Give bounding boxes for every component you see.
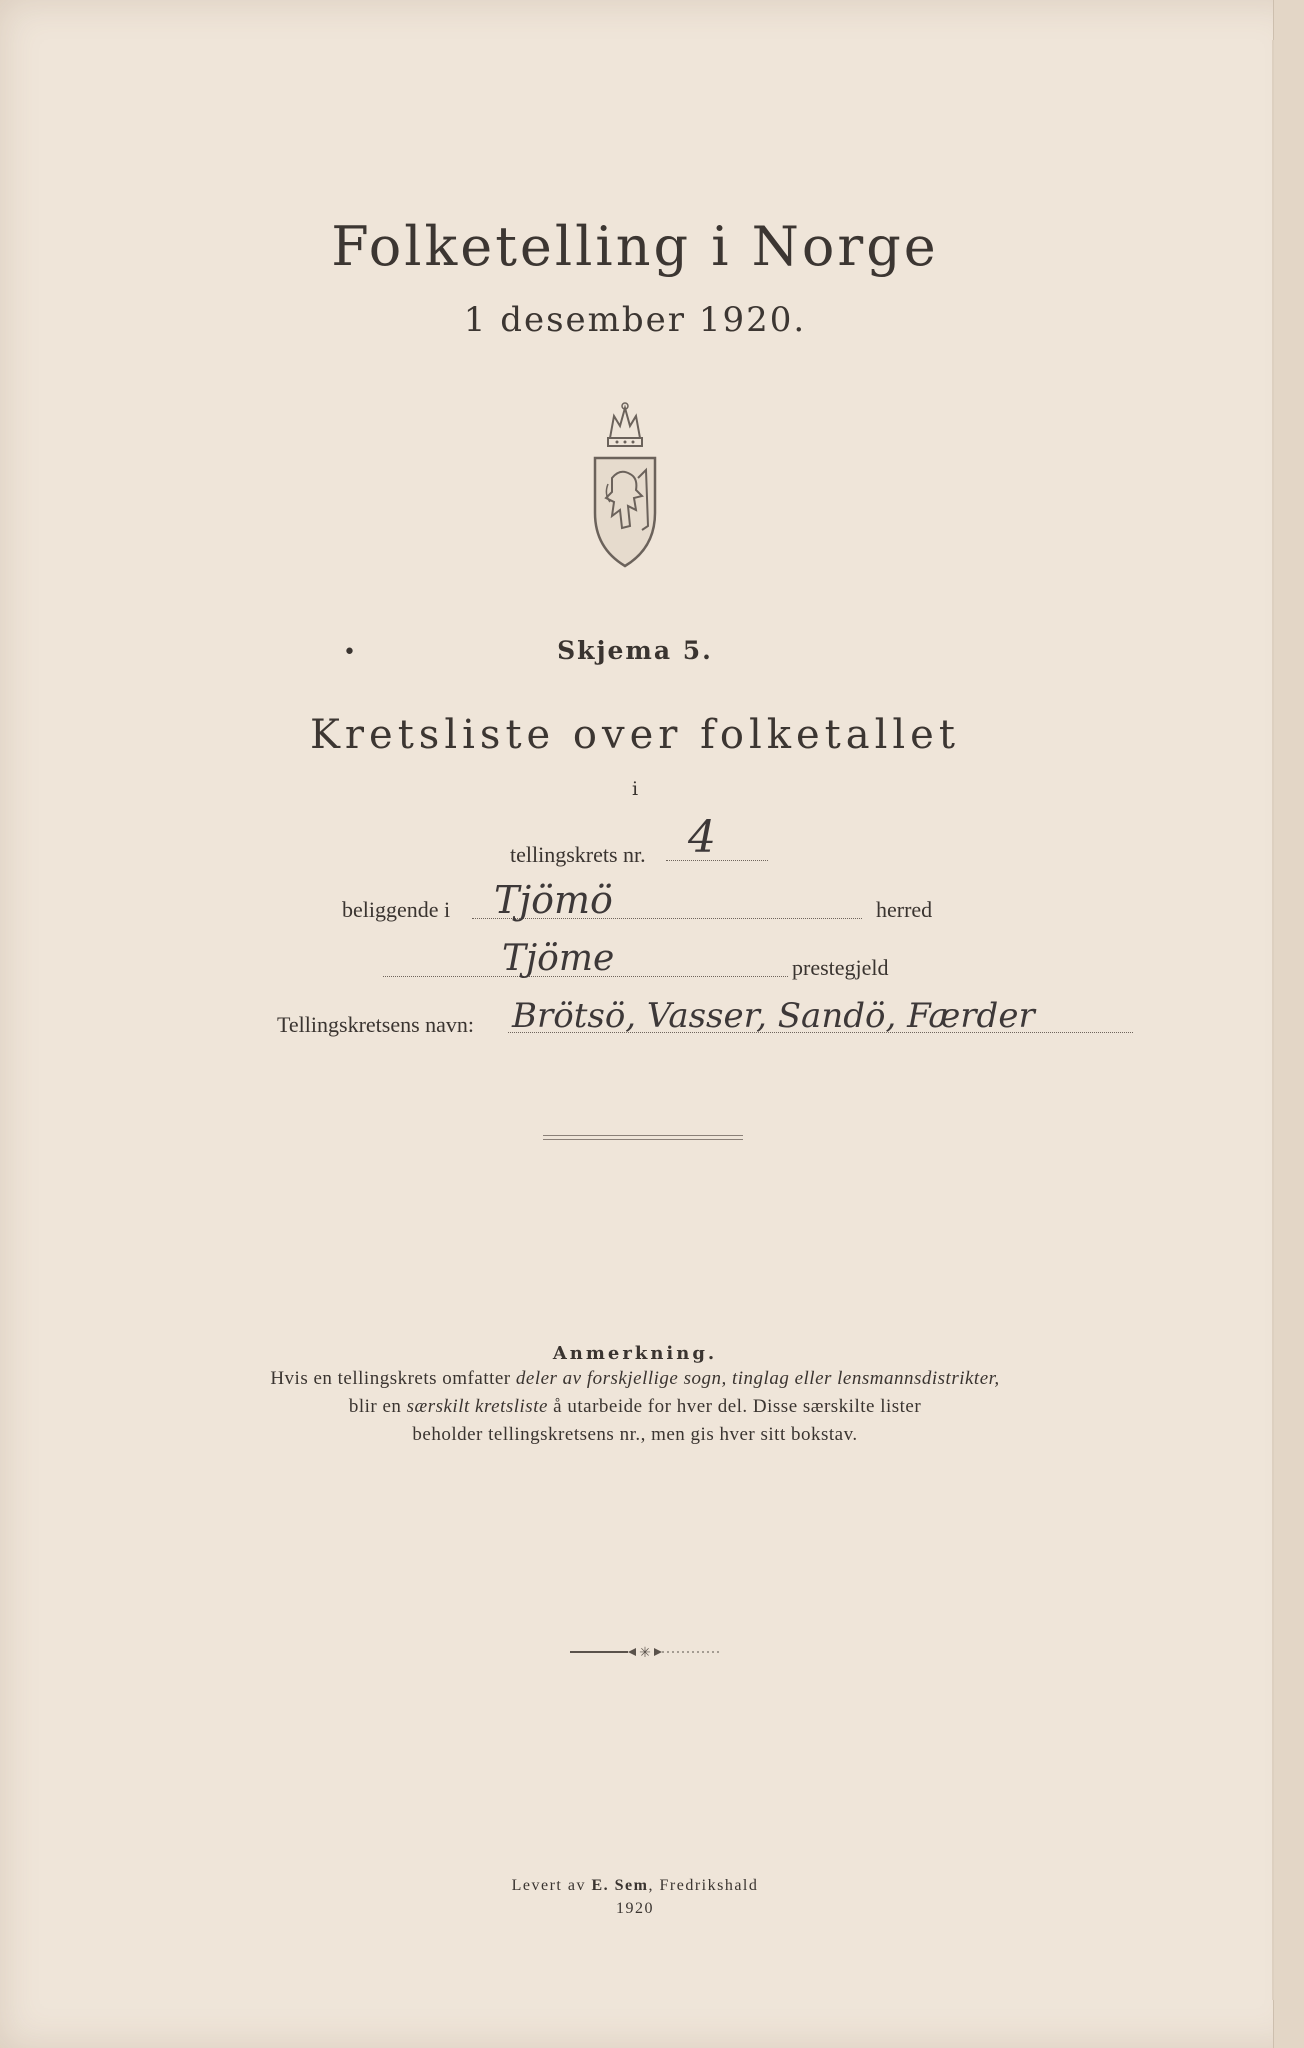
printer-line	[0, 1877, 1270, 1895]
note-line-3: beholder tellingskretsens nr., men gis hver sitt bokstav.	[412, 1424, 858, 1445]
svg-text:✳: ✳	[639, 1645, 651, 1659]
note-line-2	[0, 1396, 1270, 1418]
note-line-2-text-a: blir en	[348, 1396, 407, 1417]
page-fold	[1272, 40, 1274, 2000]
printer-place: , Fredrikshald	[648, 1877, 759, 1894]
beliggende-value: Tjömö	[494, 878, 613, 922]
navn-label: Tellingskretsens navn:	[277, 1012, 475, 1037]
connector-i: i	[631, 778, 639, 800]
navn-value: Brötsö, Vasser, Sandö, Færder	[512, 996, 1035, 1036]
beliggende-label: beliggende i	[342, 897, 451, 922]
note-line-1	[0, 1368, 1270, 1390]
printer-year: 1920	[616, 1900, 654, 1917]
prestegjeld-value: Tjöme	[502, 938, 615, 979]
printer-name: E. Sem	[591, 1877, 649, 1894]
note-heading: Anmerkning.	[552, 1343, 718, 1364]
krets-value: 4	[688, 812, 716, 863]
norwegian-coat-of-arms-icon	[590, 398, 660, 568]
page-edge	[1273, 0, 1304, 2048]
bullet-mark: •	[343, 640, 356, 665]
note-line-1-text: Hvis en tellingskrets omfatter	[270, 1368, 516, 1389]
divider-rule	[543, 1135, 743, 1140]
prestegjeld-label: prestegjeld	[792, 955, 889, 980]
krets-label: tellingskrets nr.	[510, 842, 646, 867]
note-line-1-italic: deler av forskjellige sogn, tinglag eller lensmannsdistrikter,	[515, 1368, 1000, 1389]
krets-dotline	[666, 860, 768, 861]
herred-label: herred	[876, 897, 933, 922]
ornament-divider	[570, 1645, 720, 1659]
note-line-2-text-c: å utarbeide for hver del. Disse særskilte lister	[547, 1396, 922, 1417]
form-heading: Kretsliste over folketallet	[310, 712, 960, 758]
document-title: Folketelling i Norge	[331, 215, 939, 278]
document-date: 1 desember 1920.	[463, 300, 807, 340]
schema-label: Skjema 5.	[557, 636, 713, 665]
note-line-2-italic: særskilt kretsliste	[406, 1396, 548, 1417]
printer-prefix: Levert av	[511, 1877, 592, 1894]
